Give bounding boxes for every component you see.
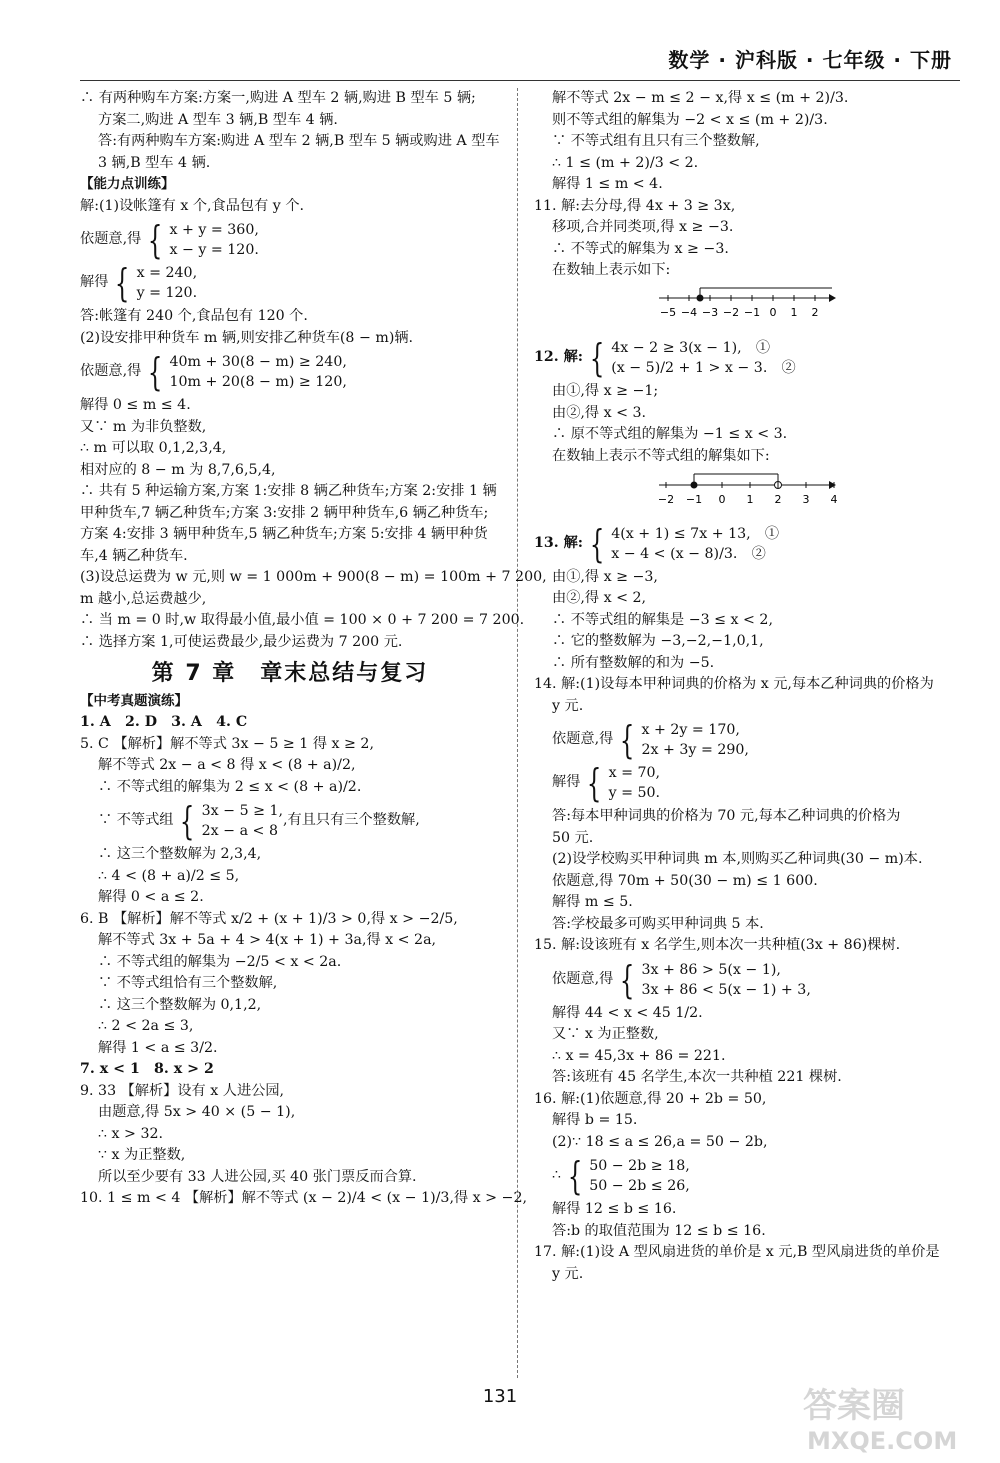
- equation-system: [80, 801, 500, 841]
- system-prefix: 依题意,得: [552, 970, 614, 987]
- text-line: ∴ 这三个整数解为 2,3,4,: [98, 846, 262, 862]
- equation: x + 2y = 170,: [641, 722, 740, 738]
- system-prefix: 依题意,得: [80, 231, 142, 248]
- text-line: 答:学校最多可购买甲种词典 5 本.: [552, 915, 764, 932]
- text-line: ∵ 不等式组恰有三个整数解,: [98, 975, 278, 991]
- equation: x = 240,: [136, 265, 198, 281]
- tick-label: −4: [680, 305, 698, 319]
- tick-label: 3: [802, 493, 810, 506]
- text-line: 答:帐篷有 240 个,食品包有 120 个.: [80, 308, 308, 324]
- text-line: ∴ 所有整数解的和为 −5.: [552, 654, 715, 671]
- equation-system: [534, 521, 964, 566]
- equation-system: [534, 957, 964, 1002]
- text-line: 解得 1 ≤ m < 4.: [552, 176, 663, 192]
- text-line: 答:该班有 45 名学生,本次一共种植 221 棵树.: [552, 1069, 842, 1085]
- solid-point: [697, 294, 704, 301]
- text-line: 答:每本甲种词典的价格为 70 元,每本乙种词典的价格为: [552, 808, 901, 824]
- text-line: 由②,得 x < 3.: [552, 404, 647, 421]
- brace-icon: {: [589, 521, 605, 566]
- text-line: ∴ m 可以取 0,1,2,3,4,: [80, 440, 227, 456]
- system-prefix: 依题意,得: [80, 363, 142, 380]
- equation-system: [80, 263, 500, 303]
- text-line: ∴ 不等式组的解集为 2 ≤ x < (8 + a)/2.: [98, 778, 362, 795]
- equation-system: [534, 1156, 964, 1196]
- text-line: ∴ x = 45,3x + 86 = 221.: [552, 1047, 726, 1064]
- text-line: ∴ 不等式组的解集是 −3 ≤ x < 2,: [552, 611, 773, 628]
- equation: y = 50.: [608, 785, 661, 801]
- text-line: y 元.: [552, 1265, 584, 1282]
- text-line: 解得 1 < a ≤ 3/2.: [98, 1039, 218, 1056]
- brace-icon: {: [115, 261, 130, 305]
- question-12: 12. 解:: [534, 349, 584, 366]
- equation-system: [534, 763, 964, 803]
- question-10: 10. 1 ≤ m < 4 【解析】解不等式 (x − 2)/4 < (x − 1)/3,得 x > −2,: [80, 1190, 527, 1206]
- text-line: 车,4 辆乙种货车.: [80, 547, 188, 564]
- tick-label: 2: [774, 493, 782, 506]
- tick-label: 2: [811, 305, 819, 319]
- right-column: [534, 88, 964, 1285]
- text-line: 方案二,购进 A 型车 3 辆,B 型车 4 辆.: [98, 111, 338, 128]
- text-line: ∴ 选择方案 1,可使运费最少,最少运费为 7 200 元.: [80, 633, 403, 650]
- system-prefix: ∴: [552, 1167, 562, 1184]
- text-line: (2)设学校购买甲种词典 m 本,则购买乙种词典(30 − m)本.: [552, 851, 923, 867]
- equation: x + y = 360,: [169, 222, 259, 238]
- system-prefix: ∵ 不等式组: [98, 812, 174, 829]
- question-9: 9. 33 【解析】设有 x 人进公园,: [80, 1082, 285, 1099]
- tick-label: −3: [701, 305, 719, 319]
- text-line: 解得 0 < a ≤ 2.: [98, 889, 204, 905]
- equation: 4x − 2 ≥ 3(x − 1), ①: [611, 340, 771, 356]
- text-line: ∴ 这三个整数解为 0,1,2,: [98, 996, 262, 1013]
- text-line: 由②,得 x < 2,: [552, 590, 647, 606]
- equation: 40m + 30(8 − m) ≥ 240,: [169, 354, 347, 370]
- text-line: 解不等式 3x + 5a + 4 > 4(x + 1) + 3a,得 x < 2a,: [98, 932, 437, 948]
- text-line: ∴ 共有 5 种运输方案,方案 1:安排 8 辆乙种货车;方案 2:安排 1 辆: [80, 483, 497, 499]
- text-line: 则不等式组的解集为 −2 < x ≤ (m + 2)/3.: [552, 111, 828, 128]
- text-line: ∴ 不等式组的解集为 −2/5 < x < 2a.: [98, 953, 342, 970]
- text-line: 解不等式 2x − m ≤ 2 − x,得 x ≤ (m + 2)/3.: [552, 90, 849, 106]
- text-line: 又∵ x 为正整数,: [552, 1026, 659, 1042]
- arrow-icon: [829, 481, 836, 489]
- text-line: y 元.: [552, 697, 584, 714]
- text-line: 由①,得 x ≥ −3,: [552, 568, 658, 585]
- tick-label: −2: [657, 493, 675, 506]
- text-line: 解得 12 ≤ b ≤ 16.: [552, 1201, 677, 1217]
- equation-system: [534, 338, 964, 378]
- text-line: 移项,合并同类项,得 x ≥ −3.: [552, 219, 734, 235]
- equation-system: [80, 352, 500, 392]
- number-line-2: [654, 471, 838, 507]
- equation: 3x + 86 > 5(x − 1),: [641, 961, 781, 978]
- text-line: 3 辆,B 型车 4 辆.: [98, 154, 211, 171]
- text-line: 答:有两种购车方案:购进 A 型车 2 辆,B 型车 5 辆或购进 A 型车: [98, 133, 500, 149]
- equation-system: [80, 220, 500, 260]
- equation: (x − 5)/2 + 1 > x − 3. ②: [611, 360, 796, 376]
- text-line: 甲种货车,7 辆乙种货车;方案 3:安排 2 辆甲种货车,6 辆乙种货车;: [80, 504, 489, 521]
- brace-icon: {: [148, 218, 163, 262]
- brace-icon: {: [589, 336, 605, 380]
- section-heading: 【能力点训练】: [80, 176, 175, 192]
- brace-icon: {: [567, 1154, 583, 1198]
- text-line: ∴ 有两种购车方案:方案一,购进 A 型车 2 辆,购进 B 型车 5 辆;: [80, 90, 476, 106]
- system-suffix: ,有且只有三个整数解,: [283, 812, 420, 829]
- text-line: (2)设安排甲种货车 m 辆,则安排乙种货车(8 − m)辆.: [80, 329, 414, 346]
- answer-line: 1. A 2. D 3. A 4. C: [80, 714, 248, 730]
- text-line: (2)∵ 18 ≤ a ≤ 26,a = 50 − 2b,: [552, 1133, 768, 1150]
- question-13: 13. 解:: [534, 534, 584, 551]
- tick-label: 1: [790, 305, 798, 319]
- question-11: 11. 解:去分母,得 4x + 3 ≥ 3x,: [534, 197, 736, 214]
- tick-label: −2: [722, 305, 740, 319]
- text-line: ∴ 4 < (8 + a)/2 ≤ 5,: [98, 867, 240, 884]
- question-16: 16. 解:(1)依题意,得 20 + 2b = 50,: [534, 1090, 767, 1107]
- column-divider: [517, 88, 518, 1378]
- text-line: ∵ 不等式组有且只有三个整数解,: [552, 133, 760, 149]
- brace-icon: {: [148, 350, 163, 394]
- equation: x − y = 120.: [169, 242, 259, 258]
- tick-label: 0: [718, 493, 726, 506]
- text-line: 在数轴上表示不等式组的解集如下:: [552, 447, 770, 464]
- text-line: 在数轴上表示如下:: [552, 262, 671, 278]
- arrow-icon: [829, 294, 836, 302]
- tick-label: −1: [685, 493, 703, 506]
- equation: 2x + 3y = 290,: [641, 742, 749, 758]
- header-rule: [80, 80, 960, 81]
- equation: y = 120.: [136, 285, 198, 301]
- tick-label: 1: [746, 493, 754, 506]
- watermark-logo: [795, 1379, 970, 1457]
- equation: x = 70,: [608, 765, 661, 781]
- text-line: 解得 44 < x < 45 1/2.: [552, 1004, 703, 1021]
- text-line: 答:b 的取值范围为 12 ≤ b ≤ 16.: [552, 1222, 766, 1239]
- text-line: ∵ x 为正整数,: [98, 1147, 186, 1163]
- brace-icon: {: [620, 957, 635, 1002]
- tick-label: −1: [743, 305, 761, 319]
- text-line: 解不等式 2x − a < 8 得 x < (8 + a)/2,: [98, 757, 356, 773]
- brace-icon: {: [620, 718, 635, 762]
- text-line: 又∵ m 为非负整数,: [80, 418, 207, 435]
- chapter-title: 第 7 章 章末总结与复习: [151, 661, 429, 686]
- question-15: 15. 解:设该班有 x 名学生,则本次一共种植(3x + 86)棵树.: [534, 937, 901, 953]
- equation: 3x + 86 < 5(x − 1) + 3,: [641, 981, 811, 998]
- equation: x − 4 < (x − 8)/3. ②: [611, 545, 766, 562]
- text-line: ∴ x > 32.: [98, 1125, 164, 1142]
- text-line: 解得 b = 15.: [552, 1112, 638, 1128]
- text-line: 解得 m ≤ 5.: [552, 894, 633, 910]
- question-6: 6. B 【解析】解不等式 x/2 + (x + 1)/3 > 0,得 x > −2/5,: [80, 910, 458, 927]
- tick-label: 0: [769, 305, 777, 319]
- system-prefix: 解得: [80, 274, 109, 291]
- text-line: ∴ 它的整数解为 −3,−2,−1,0,1,: [552, 633, 764, 649]
- system-prefix: 依题意,得: [552, 731, 614, 748]
- brace-icon: {: [180, 799, 195, 843]
- text-line: 50 元.: [552, 829, 594, 846]
- text-line: 解:(1)设帐篷有 x 个,食品包有 y 个.: [80, 197, 305, 214]
- page-header: 数学 · 沪科版 · 七年级 · 下册: [668, 48, 952, 72]
- system-prefix: 解得: [552, 774, 581, 791]
- brace-icon: {: [587, 761, 602, 805]
- text-line: m 越小,总运费越少,: [80, 590, 207, 607]
- answer-line: 7. x < 1 8. x > 2: [80, 1061, 214, 1077]
- text-line: 由①,得 x ≥ −1;: [552, 383, 659, 399]
- text-line: ∴ 当 m = 0 时,w 取得最小值,最小值 = 100 × 0 + 7 200 = 7 200.: [80, 612, 525, 628]
- equation: 4(x + 1) ≤ 7x + 13, ①: [611, 525, 780, 542]
- text-line: 解得 0 ≤ m ≤ 4.: [80, 397, 191, 413]
- text-line: (3)设总运费为 w 元,则 w = 1 000m + 900(8 − m) = 100m + 7 200,: [80, 569, 547, 585]
- tick-label: 4: [830, 493, 838, 506]
- text-line: 相对应的 8 − m 为 8,7,6,5,4,: [80, 461, 276, 478]
- section-heading: 【中考真题演练】: [80, 692, 188, 709]
- watermark-text: 答案圈: [803, 1386, 905, 1426]
- text-line: ∴ 原不等式组的解集为 −1 ≤ x < 3.: [552, 426, 788, 442]
- question-17: 17. 解:(1)设 A 型风扇进货的单价是 x 元,B 型风扇进货的单价是: [534, 1244, 940, 1260]
- equation: 2x − a < 8: [201, 823, 278, 839]
- page-number: 131: [482, 1386, 518, 1407]
- number-line-1: [654, 286, 834, 322]
- question-14: 14. 解:(1)设每本甲种词典的价格为 x 元,每本乙种词典的价格为: [534, 676, 934, 692]
- watermark-url: MXQE.COM: [807, 1427, 958, 1455]
- text-line: 依题意,得 70m + 50(30 − m) ≤ 1 600.: [552, 872, 818, 889]
- equation-system: [534, 720, 964, 760]
- question-5: 5. C 【解析】解不等式 3x − 5 ≥ 1 得 x ≥ 2,: [80, 735, 374, 752]
- text-line: ∴ 1 ≤ (m + 2)/3 < 2.: [552, 154, 699, 171]
- left-column: [80, 88, 547, 1210]
- text-line: ∴ 不等式的解集为 x ≥ −3.: [552, 240, 729, 257]
- text-line: 所以至少要有 33 人进公园,买 40 张门票反而合算.: [98, 1168, 417, 1185]
- tick-label: −5: [659, 305, 677, 319]
- text-line: 方案 4:安排 3 辆甲种货车,5 辆乙种货车;方案 5:安排 4 辆甲种货: [80, 526, 488, 542]
- equation: 10m + 20(8 − m) ≥ 120,: [169, 374, 347, 390]
- text-line: ∴ 2 < 2a ≤ 3,: [98, 1018, 194, 1034]
- text-line: 由题意,得 5x > 40 × (5 − 1),: [98, 1104, 296, 1120]
- equation: 50 − 2b ≤ 26,: [589, 1178, 690, 1194]
- equation: 3x − 5 ≥ 1,: [201, 803, 284, 819]
- equation: 50 − 2b ≥ 18,: [589, 1158, 690, 1174]
